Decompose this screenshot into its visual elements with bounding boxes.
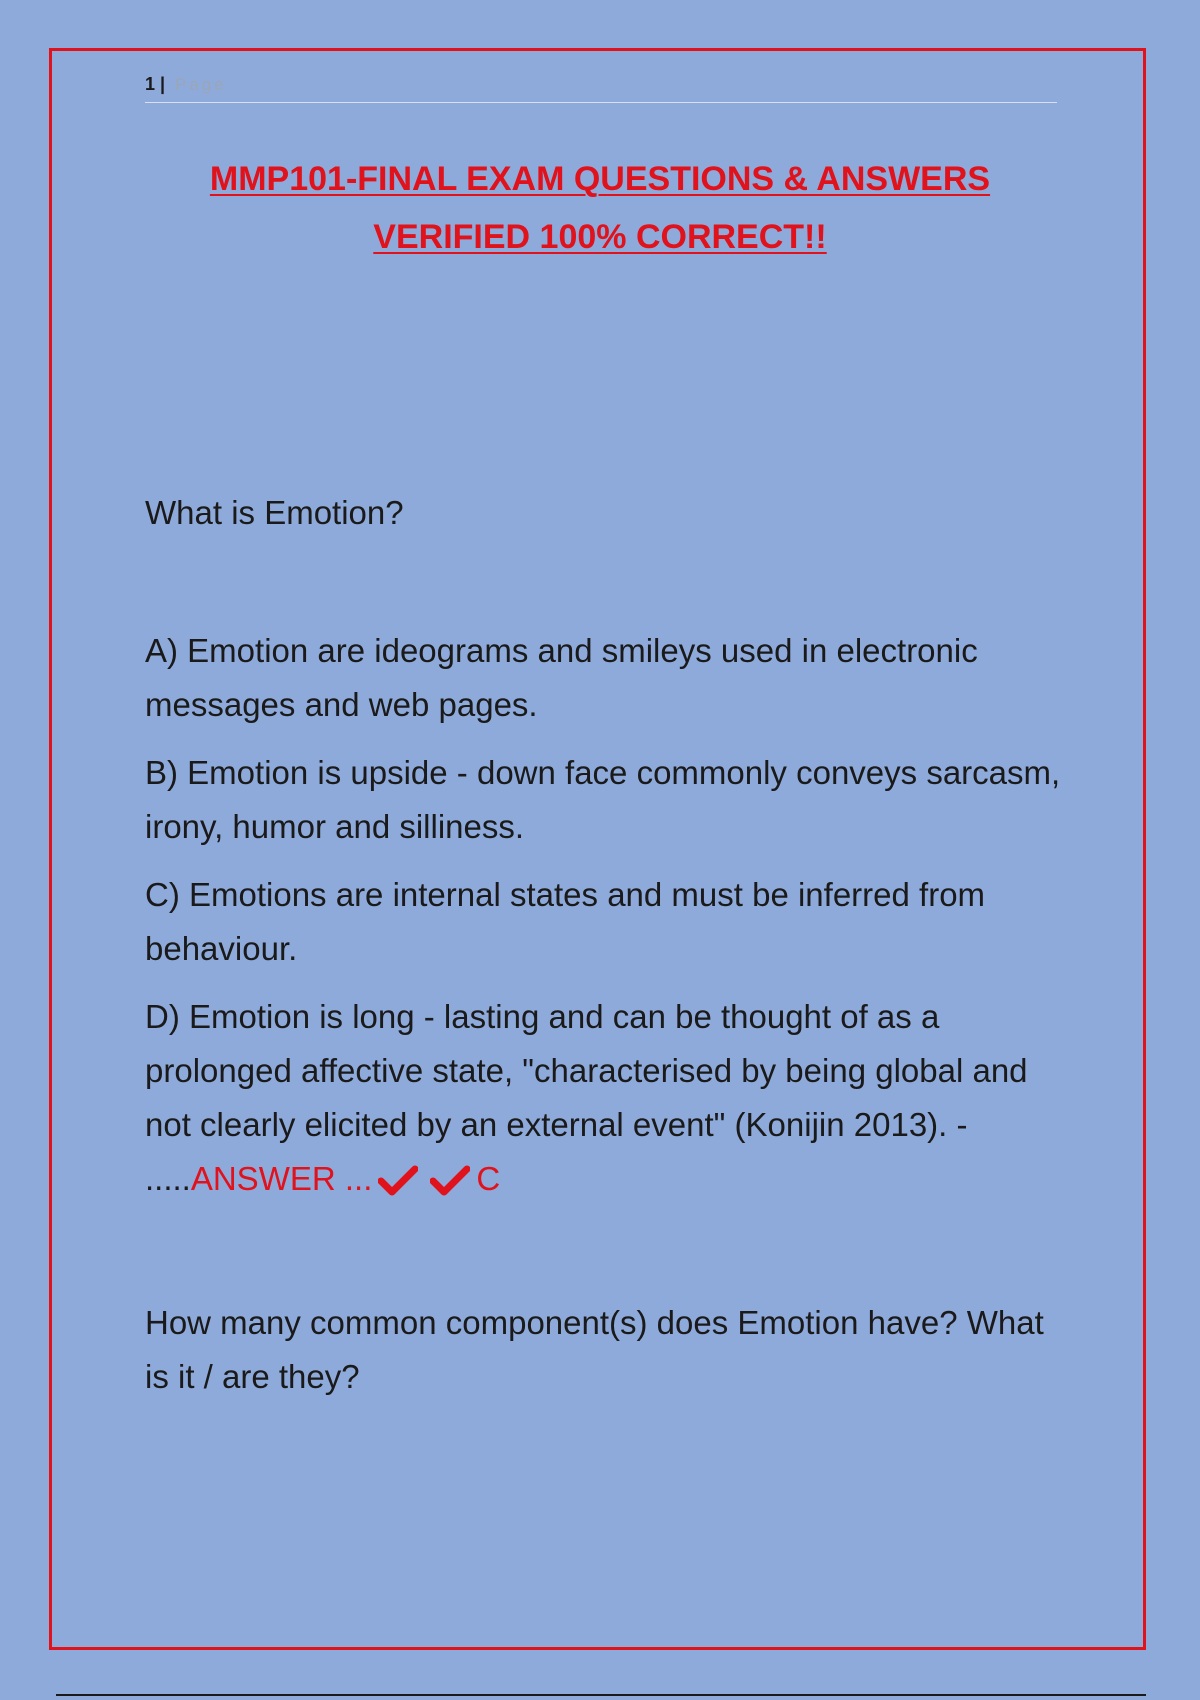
page-header — [145, 72, 1057, 103]
option-d-block — [145, 990, 1075, 1212]
page-label: Page — [175, 75, 227, 94]
checkmark-icon — [430, 1158, 470, 1212]
title-line-2: VERIFIED 100% CORRECT!! — [373, 218, 827, 256]
bottom-divider — [56, 1694, 1146, 1696]
page-number: 1 | — [145, 74, 166, 94]
document-title — [130, 150, 1070, 266]
option-d: D) Emotion is long - lasting and can be thought of as a prolonged affective state, "characterised by being global and not clearly elicited by an external event" (Konijin 2013). - ..... — [145, 998, 1028, 1197]
option-a: A) Emotion are ideograms and smileys used in electronic messages and web pages. — [145, 632, 978, 723]
option-b: B) Emotion is upside - down face commonly conveys sarcasm, irony, humor and silliness. — [145, 754, 1061, 845]
checkmark-icon — [378, 1158, 418, 1212]
title-line-1: MMP101-FINAL EXAM QUESTIONS & ANSWERS — [209, 160, 991, 198]
question-2: How many common component(s) does Emotion have? What is it / are they? — [145, 1304, 1044, 1395]
answer-value: C — [476, 1160, 501, 1197]
answer-label: ANSWER ... — [190, 1160, 373, 1197]
question-1: What is Emotion? — [145, 494, 404, 531]
option-c: C) Emotions are internal states and must be inferred from behaviour. — [145, 876, 986, 967]
